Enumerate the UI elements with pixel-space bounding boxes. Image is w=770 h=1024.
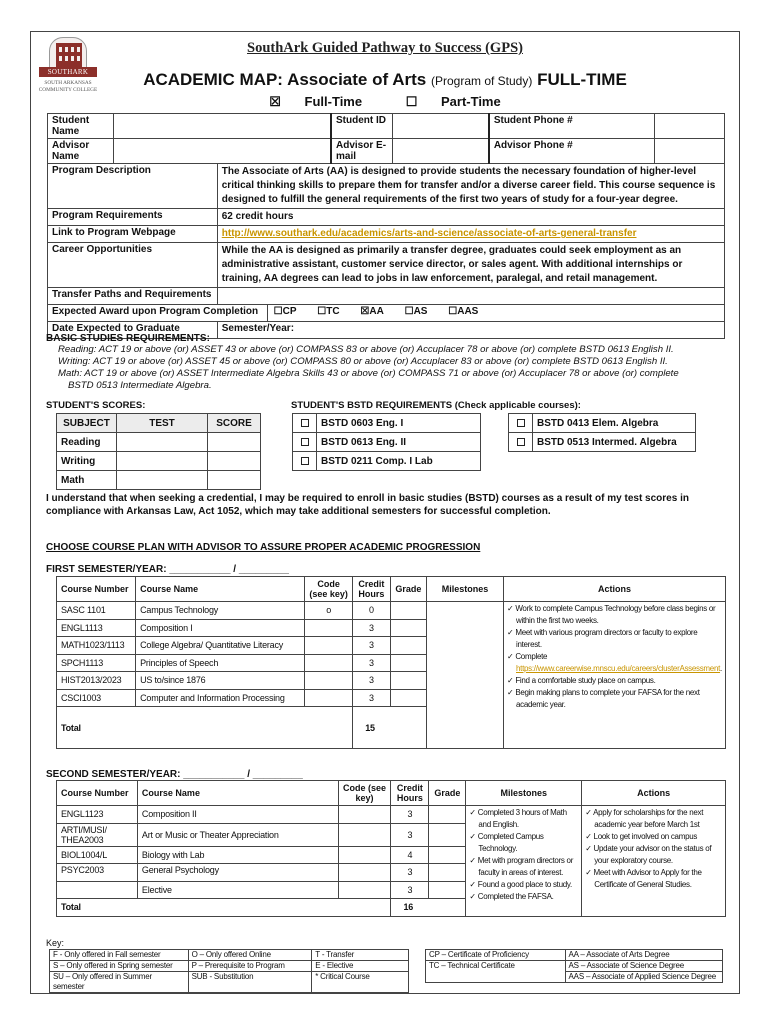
key-entry: AS – Associate of Science Degree [565, 961, 722, 972]
basic-studies-title: BASIC STUDIES REQUIREMENTS: [46, 333, 210, 344]
milestone-item: ✓ Met with program directors or faculty in areas of interest. [469, 855, 578, 879]
course-name: Principles of Speech [136, 654, 305, 672]
course-number: ENGL1123 [57, 806, 138, 824]
score-row [57, 452, 261, 471]
bstd-label: BSTD 0513 Intermed. Algebra [533, 433, 696, 452]
header-course-number: Course Number [57, 781, 138, 806]
score-subject: Reading [57, 433, 117, 452]
action-item: ✓ Apply for scholarships for the next academic year before March 1st [585, 807, 722, 831]
bstd-item[interactable] [293, 414, 481, 433]
course-code [305, 672, 353, 690]
advisor-email-field[interactable] [393, 139, 489, 164]
course-grade-field[interactable] [429, 806, 466, 824]
bstd-item[interactable] [293, 452, 481, 471]
course-grade-field[interactable] [390, 689, 427, 707]
course-credit: 3 [391, 881, 429, 899]
career-opportunities-label: Career Opportunities [48, 243, 218, 288]
course-grade-field[interactable] [429, 846, 466, 864]
course-credit: 3 [353, 637, 390, 655]
header-actions: Actions [582, 781, 726, 806]
action-item: ✓ Meet with Advisor to Apply for the Certificate of General Studies. [585, 867, 722, 891]
student-name-field[interactable] [113, 114, 331, 139]
graduate-date-label: Date Expected to Graduate [48, 322, 218, 339]
award-option-aas[interactable] [448, 306, 478, 317]
advisor-phone-label: Advisor Phone # [489, 139, 655, 164]
bstd-item[interactable] [509, 414, 696, 433]
header-grade: Grade [429, 781, 466, 806]
action-item: ✓ Work to complete Campus Technology before class begins or within the first two weeks. [507, 603, 722, 627]
writing-requirement: Writing: ACT 19 or above (or) ASSET 45 or above (or) COMPASS 80 or above (or) Accuplacer 83 or above (or) complete BSTD 0613 English II. [58, 356, 668, 367]
bstd-label: BSTD 0211 Comp. I Lab [317, 452, 481, 471]
course-number: MATH1023/1113 [57, 637, 136, 655]
title-fulltime: FULL-TIME [532, 70, 627, 89]
award-option-tc[interactable] [317, 306, 339, 317]
gps-title: SouthArk Guided Pathway to Success (GPS) [247, 40, 523, 56]
course-name: Campus Technology [136, 602, 305, 620]
award-aas-label: AAS [457, 306, 479, 317]
course-name: US to/since 1876 [136, 672, 305, 690]
header-code: Code (see key) [338, 781, 391, 806]
action-item: ✓ Find a comfortable study place on campus. [507, 675, 722, 687]
second-semester-milestones [466, 806, 582, 917]
student-id-label: Student ID [331, 114, 393, 139]
second-semester-title: SECOND SEMESTER/YEAR: ___________ / _________ [46, 769, 303, 780]
key-entry: SUB - Substitution [188, 972, 312, 993]
bstd-title: STUDENT'S BSTD REQUIREMENTS (Check applicable courses): [291, 400, 581, 411]
key-entry: E - Elective [312, 961, 409, 972]
score-row [57, 433, 261, 452]
total-label: Total [57, 899, 391, 917]
course-number: ENGL1113 [57, 619, 136, 637]
total-credits: 15 [353, 707, 427, 749]
expected-award-options [267, 305, 724, 322]
second-semester-actions [582, 806, 726, 917]
first-semester-actions [504, 602, 726, 749]
course-name: Composition I [136, 619, 305, 637]
choose-plan-heading: CHOOSE COURSE PLAN WITH ADVISOR TO ASSURE PROPER ACADEMIC PROGRESSION [46, 542, 481, 553]
program-webpage-label: Link to Program Webpage [48, 226, 218, 243]
math-requirement: Math: ACT 19 or above (or) ASSET Intermediate Algebra Skills 43 or above (or) COMPASS 71 or above (or) Accuplacer 78 or above (or) complete [58, 368, 679, 379]
scores-header-test: TEST [116, 414, 207, 433]
bstd-checkbox[interactable] [517, 438, 525, 446]
bstd-checkbox[interactable] [301, 438, 309, 446]
student-info-table [47, 113, 725, 339]
action-complete-label: Complete [515, 652, 548, 661]
course-number: SASC 1101 [57, 602, 136, 620]
math-requirement-cont: BSTD 0513 Intermediate Algebra. [68, 380, 212, 391]
student-name-label: Student Name [48, 114, 114, 139]
advisor-name-field[interactable] [113, 139, 331, 164]
header-course-name: Course Name [137, 781, 338, 806]
key-entry: AA – Associate of Arts Degree [565, 950, 722, 961]
course-credit: 0 [353, 602, 390, 620]
course-name: General Psychology [137, 864, 338, 882]
course-grade-field[interactable] [390, 619, 427, 637]
key-entry: AAS – Associate of Applied Science Degree [565, 972, 722, 983]
acknowledgement-text: I understand that when seeking a credential, I may be required to enroll in basic studies (BSTD) courses as a result of my test scores in compliance with Arkansas Law, Act 1052, which may take additional semesters for successful completion. [46, 493, 689, 517]
first-semester-milestones [427, 602, 504, 749]
course-name: Computer and Information Processing [136, 689, 305, 707]
header-course-number: Course Number [57, 577, 136, 602]
bstd-math-table [508, 413, 696, 452]
course-credit: 3 [391, 864, 429, 882]
key-title: Key: [46, 938, 65, 948]
course-number [57, 881, 138, 899]
career-assessment-link[interactable]: https://www.careerwise.mnscu.edu/careers/clusterAssessment [516, 664, 721, 673]
action-item: ✓ Meet with various program directors or faculty to explore interest. [507, 627, 722, 651]
graduate-date-field[interactable]: Semester/Year: [217, 322, 724, 339]
logo-subtitle: SOUTH ARKANSAS COMMUNITY COLLEGE [38, 80, 98, 93]
action-item: ✓ Update your advisor on the status of your exploratory course. [585, 843, 722, 867]
award-option-cp[interactable] [274, 306, 297, 317]
score-value-field[interactable] [208, 433, 261, 452]
course-number: BIOL1004/L [57, 846, 138, 864]
award-as-checkbox[interactable]: ☐ [404, 306, 414, 317]
scores-table [56, 413, 261, 490]
score-test-field[interactable] [116, 471, 207, 490]
header-actions: Actions [504, 577, 726, 602]
bstd-item[interactable] [509, 433, 696, 452]
course-row [57, 602, 726, 620]
first-semester-table [56, 576, 726, 749]
part-time-checkbox[interactable]: ☐ [405, 94, 418, 109]
full-time-label: Full-Time [304, 94, 363, 109]
key-entry: S – Only offered in Spring semester [50, 961, 189, 972]
action-item: ✓ Begin making plans to complete your FAFSA for the next academic year. [507, 687, 722, 711]
key-entry: T - Transfer [312, 950, 409, 961]
bstd-checkbox[interactable] [301, 419, 309, 427]
first-semester-title: FIRST SEMESTER/YEAR: ___________ / _________ [46, 564, 289, 575]
award-cp-label: CP [282, 306, 297, 317]
score-test-field[interactable] [116, 452, 207, 471]
course-row [57, 806, 726, 824]
header-credit: Credit Hours [353, 577, 390, 602]
bstd-english-table [292, 413, 481, 471]
full-time-checkbox[interactable]: ☒ [269, 94, 281, 109]
award-aas-checkbox[interactable]: ☐ [448, 306, 458, 317]
career-opportunities: While the AA is designed as primarily a transfer degree, graduates could seek employment as an administrative assistant, customer service director, or sales agent. With additional internships or training, AA degrees can lead to jobs in law enforcement, paralegal, and retail management. [217, 243, 724, 288]
course-code [305, 619, 353, 637]
header-milestones: Milestones [427, 577, 504, 602]
award-option-aa[interactable] [360, 306, 383, 317]
course-code [305, 654, 353, 672]
course-number: HIST2013/2023 [57, 672, 136, 690]
program-webpage-link[interactable]: http://www.southark.edu/academics/arts-and-science/associate-of-arts-general-transfer [221, 228, 637, 239]
key-codes-table [49, 949, 409, 993]
program-description: The Associate of Arts (AA) is designed to provide students the necessary foundation of higher-level critical thinking skills to prepare them for transfer and/or a diverse career field. This course sequence is designed to fulfill the general requirements of the first two years of study for a four-year degree. [217, 164, 724, 209]
course-name: Biology with Lab [137, 846, 338, 864]
bstd-label: BSTD 0613 Eng. II [317, 433, 481, 452]
advisor-name-label: Advisor Name [48, 139, 114, 164]
key-entry: TC – Technical Certificate [426, 961, 566, 983]
course-name: College Algebra/ Quantitative Literacy [136, 637, 305, 655]
total-label: Total [57, 707, 353, 749]
key-entry: P – Prerequisite to Program [188, 961, 312, 972]
course-credit: 3 [391, 806, 429, 824]
course-code [338, 864, 391, 882]
transfer-paths-field[interactable] [217, 288, 724, 305]
bstd-checkbox[interactable] [301, 457, 309, 465]
header-code: Code (see key) [305, 577, 353, 602]
action-item: ✓ Complete https://www.careerwise.mnscu.edu/careers/clusterAssessment. [507, 651, 722, 675]
bstd-checkbox[interactable] [517, 419, 525, 427]
course-number: SPCH1113 [57, 654, 136, 672]
course-code [338, 806, 391, 824]
basic-studies-section [46, 333, 726, 392]
transfer-paths-label: Transfer Paths and Requirements [48, 288, 218, 305]
scores-header-score: SCORE [208, 414, 261, 433]
milestone-item: ✓ Completed 3 hours of Math and English. [469, 807, 578, 831]
award-tc-label: TC [326, 306, 340, 317]
course-number: PSYC2003 [57, 864, 138, 882]
part-time-label: Part-Time [441, 94, 501, 109]
course-grade-field[interactable] [429, 881, 466, 899]
bstd-label: BSTD 0603 Eng. I [317, 414, 481, 433]
course-code: o [305, 602, 353, 620]
part-time-option[interactable] [396, 94, 511, 109]
milestone-item: ✓ Completed the FAFSA. [469, 891, 578, 903]
course-number: CSCI1003 [57, 689, 136, 707]
course-name: Composition II [137, 806, 338, 824]
award-option-as[interactable] [405, 306, 428, 317]
bstd-item[interactable] [293, 433, 481, 452]
course-grade-field[interactable] [390, 654, 427, 672]
key-entry: O – Only offered Online [188, 950, 312, 961]
award-cp-checkbox[interactable]: ☐ [273, 306, 283, 317]
bstd-label: BSTD 0413 Elem. Algebra [533, 414, 696, 433]
full-time-option[interactable] [259, 94, 372, 109]
key-entry: * Critical Course [312, 972, 409, 993]
advisor-phone-field[interactable] [655, 139, 725, 164]
course-credit: 3 [353, 672, 390, 690]
total-credits: 16 [391, 899, 466, 917]
second-semester-table [56, 780, 726, 917]
course-credit: 3 [353, 619, 390, 637]
header-milestones: Milestones [466, 781, 582, 806]
course-name: Art or Music or Theater Appreciation [137, 823, 338, 846]
student-phone-field[interactable] [655, 114, 725, 139]
course-grade-field[interactable] [429, 864, 466, 882]
program-requirements-label: Program Requirements [48, 209, 218, 226]
key-entry: CP – Certificate of Proficiency [426, 950, 566, 961]
award-aa-label: AA [369, 306, 384, 317]
course-credit: 3 [391, 823, 429, 846]
enrollment-type-options [0, 94, 770, 110]
key-entry: SU – Only offered in Summer semester [50, 972, 189, 993]
milestone-item: ✓ Found a good place to study. [469, 879, 578, 891]
logo-banner: SOUTHARK [39, 67, 97, 77]
course-code [305, 637, 353, 655]
course-credit: 4 [391, 846, 429, 864]
scores-title: STUDENT'S SCORES: [46, 400, 146, 411]
expected-award-label: Expected Award upon Program Completion [48, 305, 268, 322]
award-aa-checkbox[interactable]: ☒ [360, 306, 370, 317]
course-code [338, 846, 391, 864]
course-credit: 3 [353, 654, 390, 672]
program-requirements: 62 credit hours [217, 209, 724, 226]
program-description-label: Program Description [48, 164, 218, 209]
course-number: ARTI/MUSI/ THEA2003 [57, 823, 138, 846]
course-grade-field[interactable] [390, 672, 427, 690]
advisor-email-label: Advisor E-mail [331, 139, 393, 164]
title-main: ACADEMIC MAP: Associate of Arts [143, 70, 431, 89]
milestone-item: ✓ Completed Campus Technology. [469, 831, 578, 855]
score-subject: Math [57, 471, 117, 490]
award-as-label: AS [413, 306, 428, 317]
student-phone-label: Student Phone # [489, 114, 655, 139]
header-credit: Credit Hours [391, 781, 429, 806]
course-code [338, 823, 391, 846]
course-credit: 3 [353, 689, 390, 707]
title-program-of-study: (Program of Study) [430, 74, 533, 88]
key-awards-table [425, 949, 723, 983]
header-grade: Grade [390, 577, 427, 602]
course-code [338, 881, 391, 899]
score-test-field[interactable] [116, 433, 207, 452]
action-item: ✓ Look to get involved on campus [585, 831, 722, 843]
score-subject: Writing [57, 452, 117, 471]
course-code [305, 689, 353, 707]
header-course-name: Course Name [136, 577, 305, 602]
reading-requirement: Reading: ACT 19 or above (or) ASSET 43 or above (or) COMPASS 83 or above (or) Accuplacer 78 or above (or) complete BSTD 0613 English II. [58, 344, 674, 355]
course-grade-field[interactable] [390, 602, 427, 620]
score-value-field[interactable] [208, 471, 261, 490]
student-id-field[interactable] [393, 114, 489, 139]
academic-map-title [0, 70, 770, 90]
course-grade-field[interactable] [390, 637, 427, 655]
score-row [57, 471, 261, 490]
score-value-field[interactable] [208, 452, 261, 471]
course-name: Elective [137, 881, 338, 899]
award-tc-checkbox[interactable]: ☐ [317, 306, 327, 317]
scores-header-subject: SUBJECT [57, 414, 117, 433]
course-grade-field[interactable] [429, 823, 466, 846]
key-entry: F - Only offered in Fall semester [50, 950, 189, 961]
